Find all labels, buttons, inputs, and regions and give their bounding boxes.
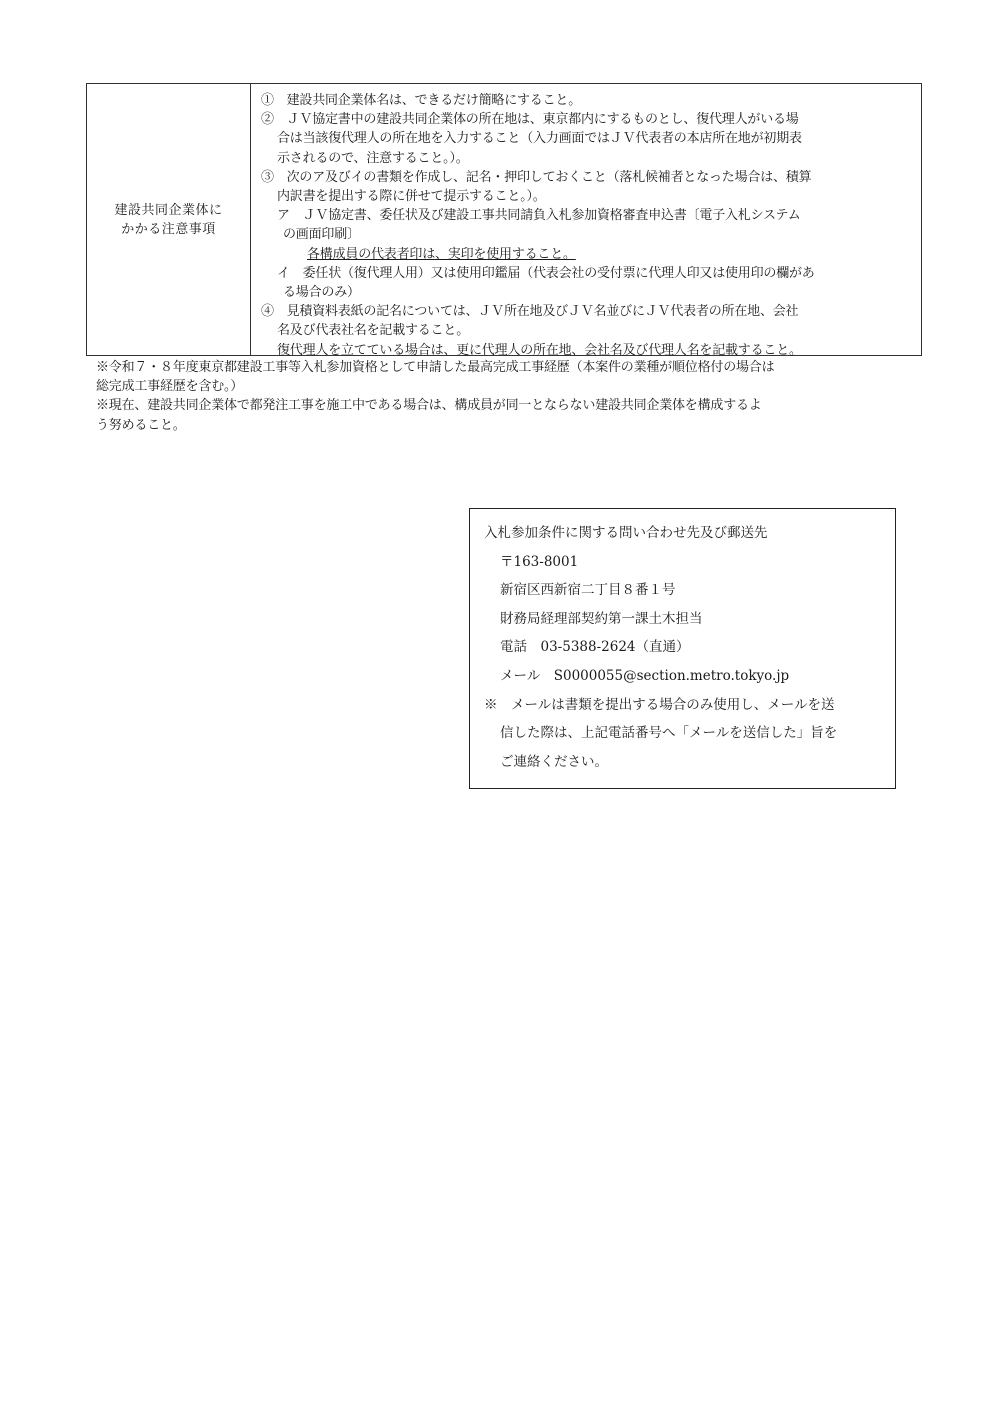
footnote-line: う努めること。: [96, 417, 186, 433]
content-line: ③ 次のア及びイの書類を作成し、記名・押印しておくこと（落札候補者となった場合は、積算: [261, 169, 812, 185]
contact-phone: 電話 03-5388-2624（直通）: [500, 639, 690, 656]
jv-notice-content-cell: [251, 84, 921, 358]
content-line: る場合のみ）: [283, 285, 360, 301]
footnote-line: 総完成工事経歴を含む。）: [96, 379, 244, 395]
jv-notice-table: [86, 83, 922, 356]
label-line: 建設共同企業体に: [114, 202, 223, 218]
content-line: 合は当該復代理人の所在地を入力すること（入力画面ではＪＶ代表者の本店所在地が初期表: [277, 131, 802, 147]
content-line: 示されるので、注意すること。）。: [277, 150, 469, 166]
contact-address: 新宿区西新宿二丁目８番１号: [500, 582, 676, 599]
content-line: ① 建設共同企業体名は、できるだけ簡略にすること。: [261, 93, 582, 108]
content-line: ② ＪＶ協定書中の建設共同企業体の所在地は、東京都内にするものとし、復代理人がいる場: [261, 112, 799, 128]
contact-note-line: ※ メールは書類を提出する場合のみ使用し、メールを送: [484, 696, 835, 713]
content-line: ④ 見積資料表紙の記名については、ＪＶ所在地及びＪＶ名並びにＪＶ代表者の所在地、会社: [261, 304, 799, 320]
contact-box: [469, 508, 896, 789]
content-line: の画面印刷〕: [283, 227, 360, 243]
content-line-underlined: 各構成員の代表者印は、実印を使用すること。: [307, 246, 576, 262]
content-line: 復代理人を立てている場合は、更に代理人の所在地、会社名及び代理人名を記載すること。: [277, 342, 802, 358]
footnote-line: ※現在、建設共同企業体で都発注工事を施工中である場合は、構成員が同一とならない建設共同企業体を構成するよ: [96, 398, 762, 414]
contact-postal-code: 〒163-8001: [500, 553, 579, 570]
content-line: 内訳書を提出する際に併せて提示すること。）。: [277, 189, 546, 205]
footnotes: [96, 358, 926, 435]
contact-email: メール S0000055@section.metro.tokyo.jp: [500, 667, 790, 684]
jv-notice-label-cell: [87, 84, 251, 355]
content-line: 名及び代表社名を記載すること。: [277, 323, 470, 339]
contact-department: 財務局経理部契約第一課土木担当: [500, 610, 703, 627]
footnote-line: ※令和７・８年度東京都建設工事等入札参加資格として申請した最高完成工事経歴（本案件の業種が順位格付の場合は: [96, 360, 775, 375]
contact-title: 入札参加条件に関する問い合わせ先及び郵送先: [484, 525, 768, 541]
content-line: イ 委任状（復代理人用）又は使用印鑑届（代表会社の受付票に代理人印又は使用印の欄があ: [277, 265, 815, 281]
content-line: ア ＪＶ協定書、委任状及び建設工事共同請負入札参加資格審査申込書〔電子入札システム: [277, 208, 801, 224]
contact-note-line: ご連絡ください。: [500, 753, 608, 770]
label-line: かかる注意事項: [121, 221, 216, 237]
contact-note-line: 信した際は、上記電話番号へ「メールを送信した」旨を: [500, 725, 838, 742]
